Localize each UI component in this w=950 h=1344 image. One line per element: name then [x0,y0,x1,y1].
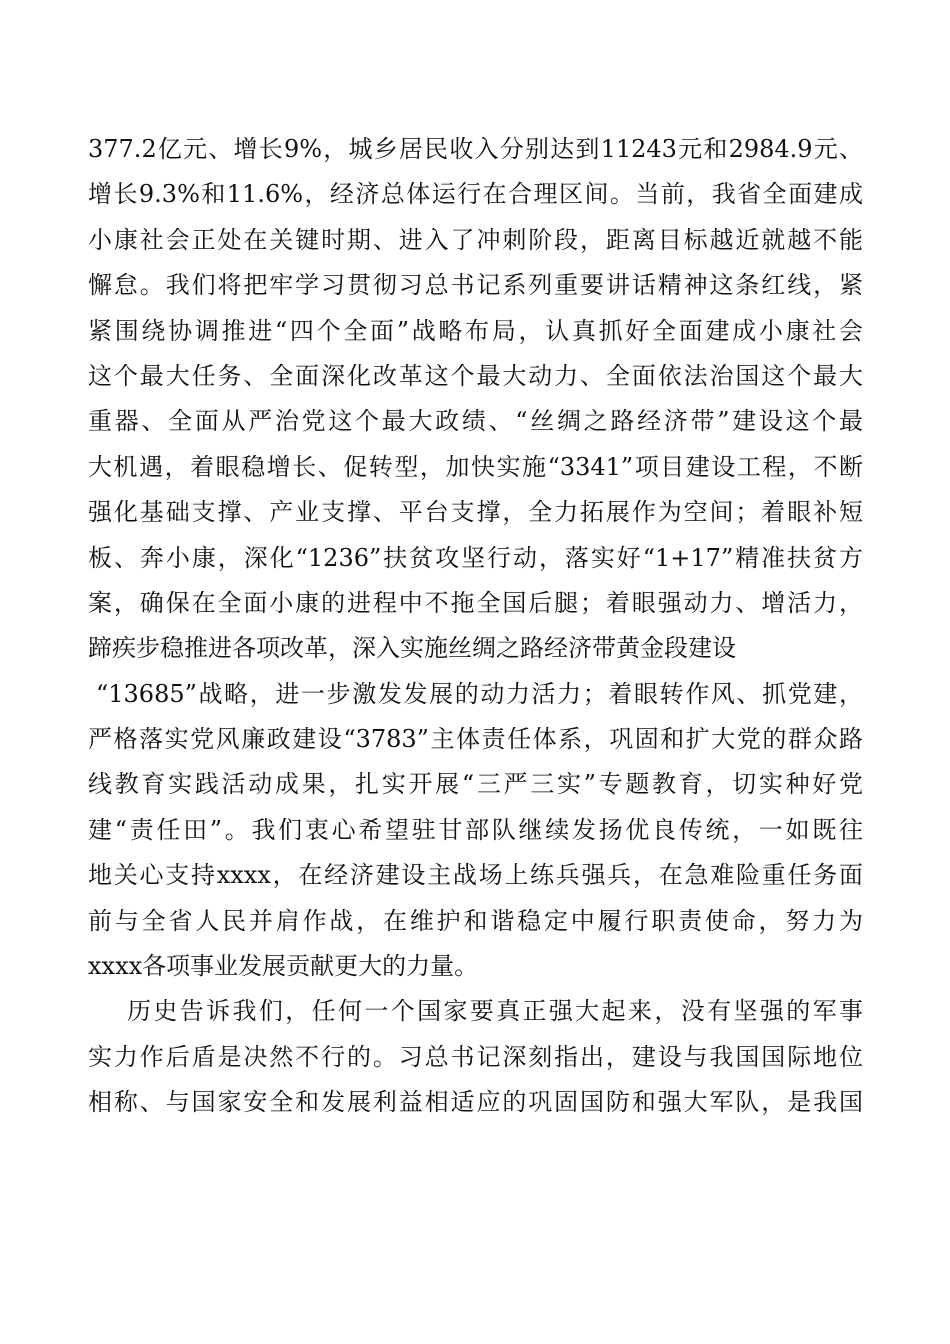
paragraph-first-line: 历史告诉我们，任何一个国家要真正强大起来，没有坚强的军事 [127,997,863,1026]
text-line: “13685”战略，进一步激发发展的动力活力；着眼转作风、抓党建， [96,679,863,708]
text-line: 案，确保在全面小康的进程中不拖全国后腿；着眼强动力、增活力， [88,588,863,617]
text-line: 大机遇，着眼稳增长、促转型，加快实施“3341”项目建设工程，不断 [88,452,863,481]
document-body [88,127,863,1126]
text-line: xxxx各项事业发展贡献更大的力量。 [88,952,479,981]
text-line: 前与全省人民并肩作战，在维护和谐稳定中履行职责使命，努力为 [88,906,863,935]
text-line: 蹄疾步稳推进各项改革，深入实施丝绸之路经济带黄金段建设 [88,634,736,663]
text-line: 建“责任田”。我们衷心希望驻甘部队继续发扬优良传统，一如既往 [88,815,863,844]
text-line: 懈怠。我们将把牢学习贯彻习总书记系列重要讲话精神这条红线，紧 [88,271,863,300]
text-line: 强化基础支撑、产业支撑、平台支撑，全力拓展作为空间；着眼补短 [88,498,863,527]
text-line: 相称、与国家安全和发展利益相适应的巩固国防和强大军队，是我国 [88,1088,863,1117]
text-line: 板、奔小康，深化“1236”扶贫攻坚行动，落实好“1+17”精准扶贫方 [88,543,863,572]
text-line: 实力作后盾是决然不行的。习总书记深刻指出，建设与我国国际地位 [88,1042,863,1071]
text-line: 这个最大任务、全面深化改革这个最大动力、全面依法治国这个最大 [88,361,863,390]
text-line: 线教育实践活动成果，扎实开展“三严三实”专题教育，切实种好党 [88,770,863,799]
text-line: 增长9.3%和11.6%，经济总体运行在合理区间。当前，我省全面建成 [88,180,863,209]
text-line: 紧围绕协调推进“四个全面”战略布局，认真抓好全面建成小康社会 [88,316,863,345]
text-line: 377.2亿元、增长9%，城乡居民收入分别达到11243元和2984.9元、 [88,135,863,163]
text-line: 重器、全面从严治党这个最大政绩、“丝绸之路经济带”建设这个最 [88,407,863,436]
text-line: 严格落实党风廉政建设“3783”主体责任体系，巩固和扩大党的群众路 [88,725,863,754]
text-line: 小康社会正处在关键时期、进入了冲刺阶段，距离目标越近就越不能 [88,225,863,254]
text-line: 地关心支持xxxx，在经济建设主战场上练兵强兵，在急难险重任务面 [88,861,863,890]
